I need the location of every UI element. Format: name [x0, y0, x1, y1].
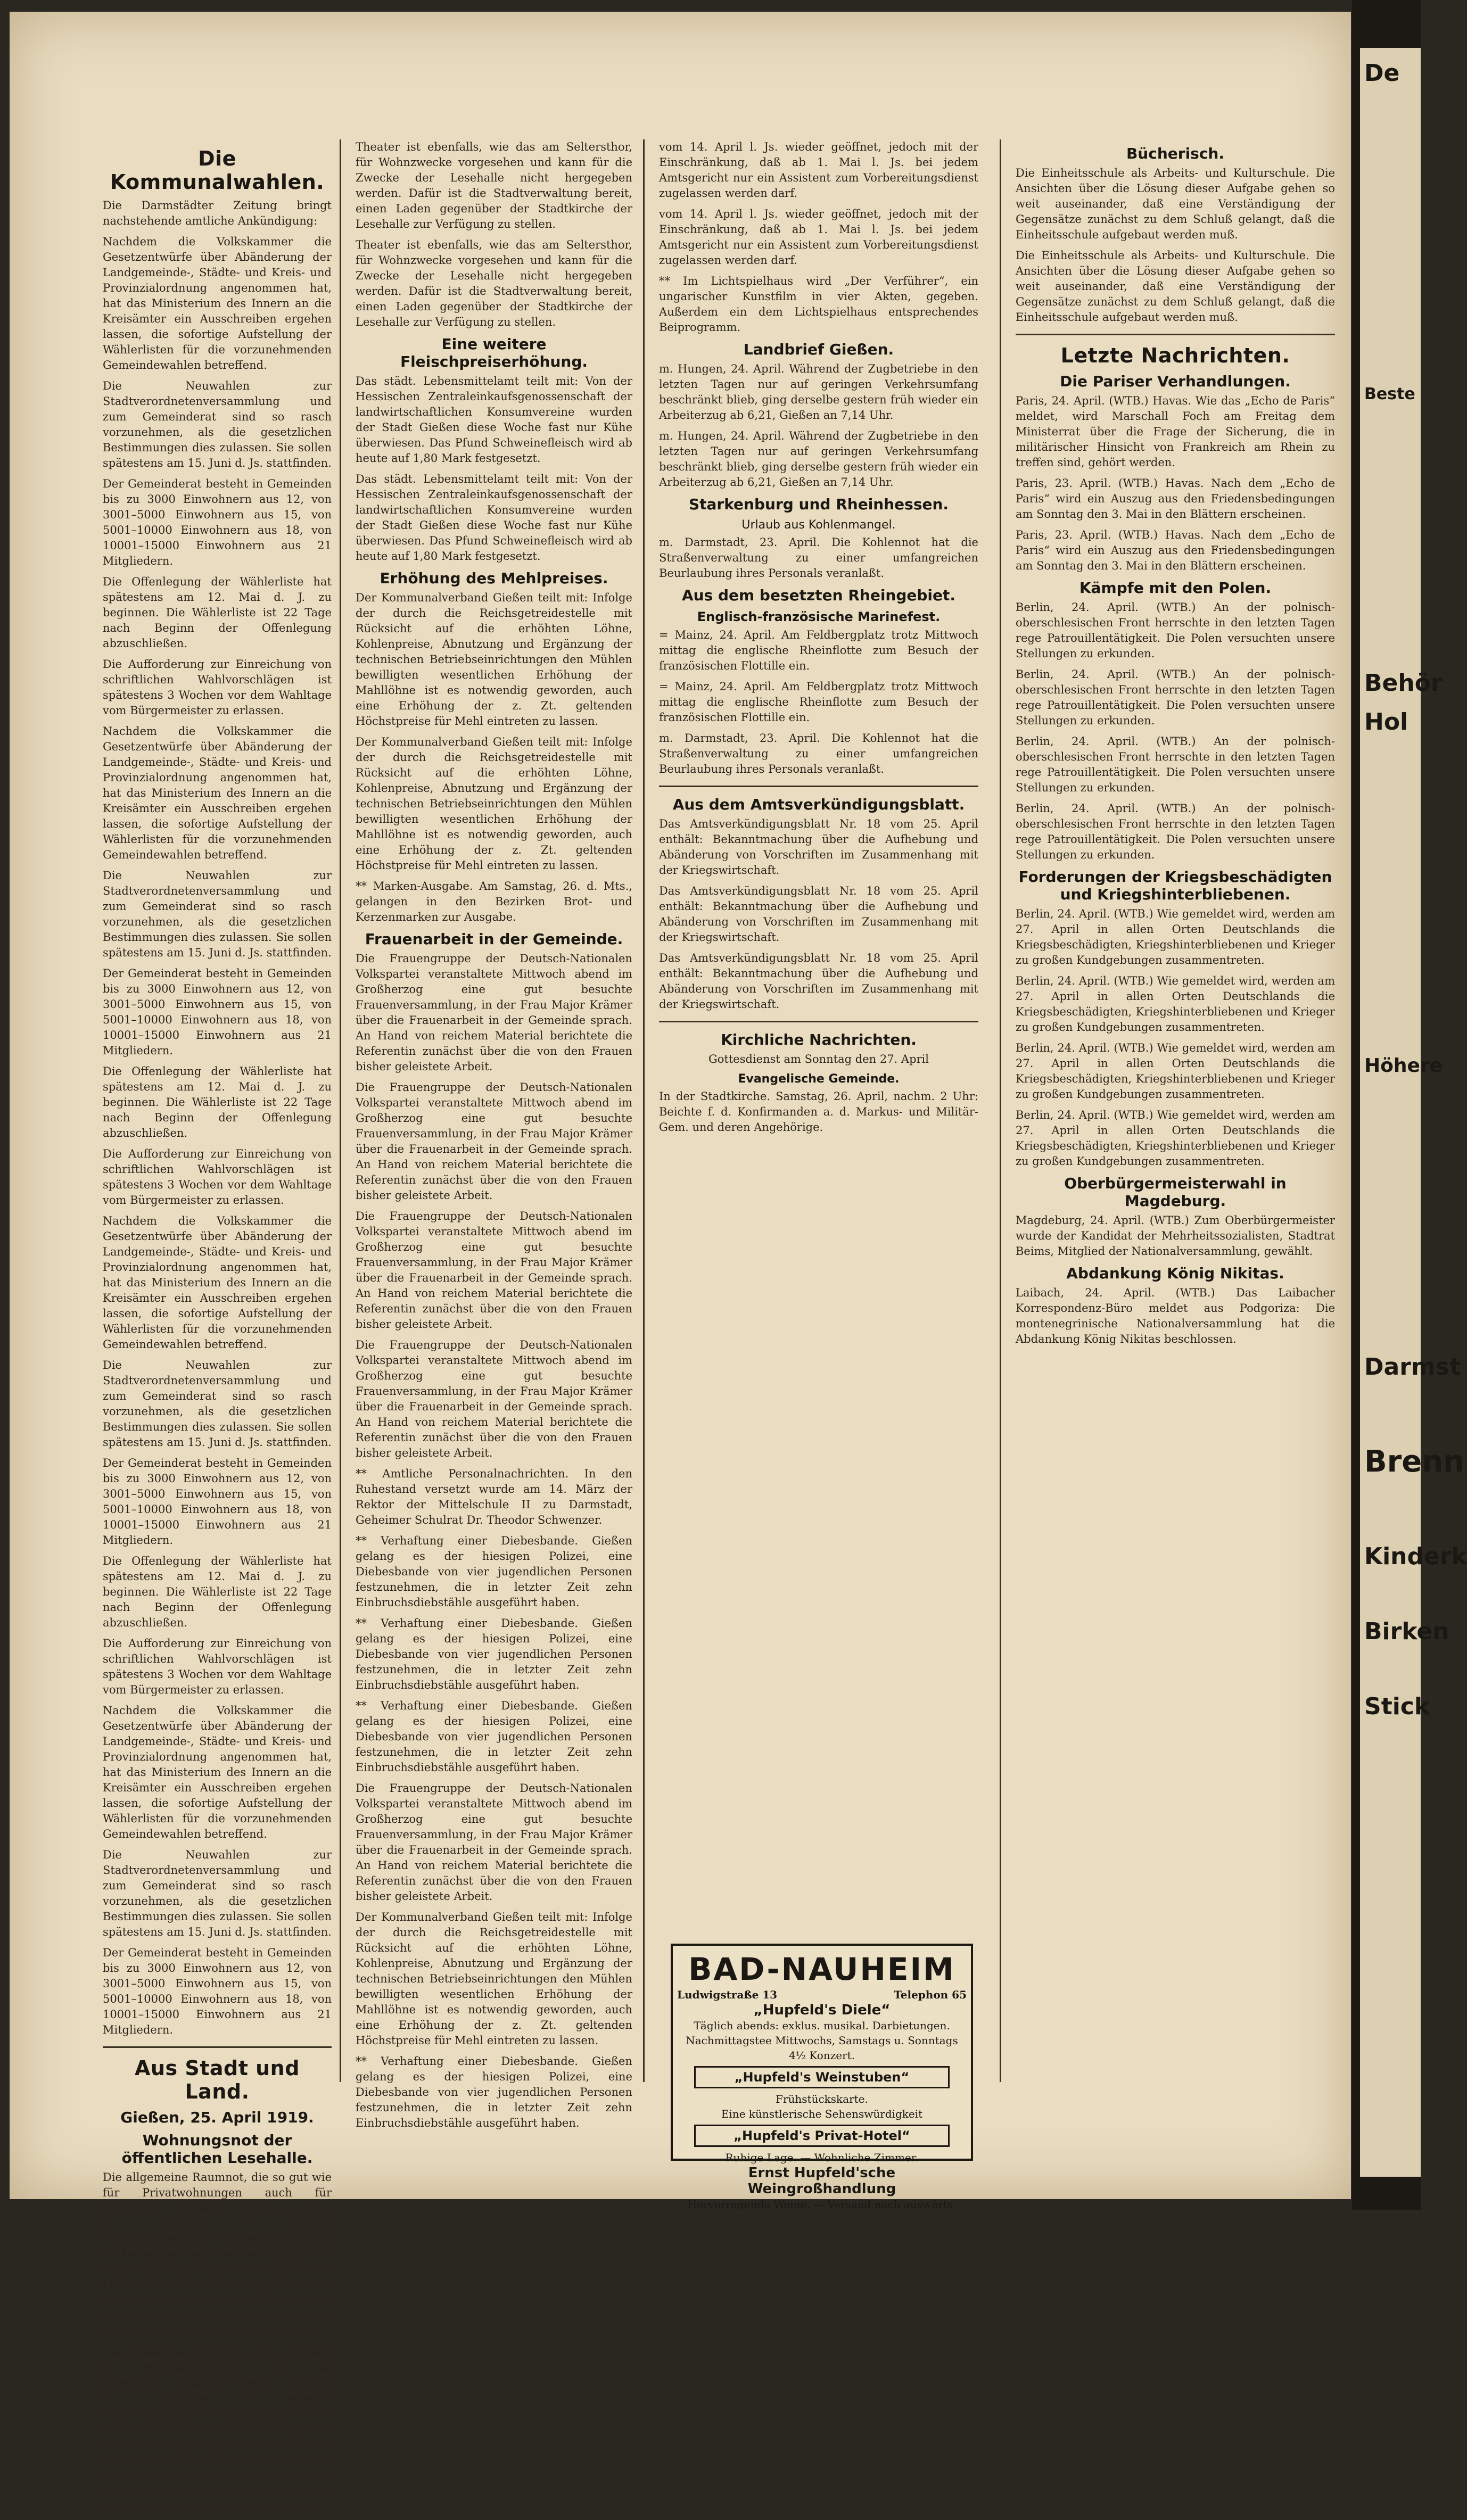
ad-text: Täglich abends: exklus. musikal. Darbietungen. — [694, 2019, 950, 2032]
headline-magdeburg: Oberbürgermeisterwahl in Magdeburg. — [1064, 1175, 1287, 1210]
article-paragraph: Die Offenlegung der Wählerliste hat spätestens am 12. Mai d. J. zu beginnen. Die Wählerliste ist 22 Tage nach Beginn der Offenlegung abzuschließen. — [103, 1065, 332, 1139]
headline-buecherisch: Bücherisch. — [1126, 145, 1225, 162]
article-paragraph: m. Darmstadt, 23. April. Die Kohlennot hat die Straßenverwaltung zu einer umfangreichen Beurlaubung ihres Personals veranlaßt. — [659, 536, 978, 580]
article-paragraph: Paris, 23. April. (WTB.) Havas. Nach dem „Echo de Paris“ wird ein Auszug aus den Friedensbedingungen am Sonntag den 3. Mai in den Blättern erscheinen. — [1016, 528, 1335, 572]
article-paragraph: Nachdem die Volkskammer die Gesetzentwürfe über Abänderung der Landgemeinde-, Städte- und Kreis- und Provinzialordnung angenommen hat, hat das Ministerium des Innern an die Kreisämter ein Ausschreiben ergehen lassen, die sofortige Aufstellung der Wählerlisten für die vorzunehmenden Gemeindewahlen betreffend. — [103, 1214, 332, 1351]
ad-text: Frühstückskarte. — [776, 2093, 868, 2105]
article-paragraph: Magdeburg, 24. April. (WTB.) Zum Oberbürgermeister wurde der Kandidat der Mehrheitssozialisten, Stadtrat Beims, Mitglied der Nationalversammlung, gewählt. — [1016, 1214, 1335, 1258]
article-paragraph: = Mainz, 24. April. Am Feldbergplatz trotz Mittwoch mittag die englische Rheinflotte zum Besuch der französischen Flottille ein. — [659, 629, 978, 672]
adjacent-text: Brenn — [1364, 1444, 1465, 1479]
headline-kommunalwahlen: Die Kommunalwahlen. — [110, 147, 325, 194]
subheadline-lesehalle: Wohnungsnot der öffentlichen Lesehalle. — [121, 2131, 313, 2167]
article-paragraph: Das Amtsverkündigungsblatt Nr. 18 vom 25. April enthält: Bekanntmachung über die Aufhebung und Abänderung von Vorschriften im Zusammenhang mit der Kriegswirtschaft. — [659, 817, 978, 877]
section-divider — [659, 1021, 978, 1022]
article-paragraph: Der Kommunalverband Gießen teilt mit: Infolge der durch die Reichsgetreidestelle mit Rücksicht auf die erhöhten Löhne, Kohlenpreise, Abnutzung und Ergänzung der technischen Betriebseinrichtungen den Mühlen bewilligten wesentlichen Erhöhung der Mahllöhne ist es notwendig geworden, auch eine Erhöhung der z. Zt. geltenden Höchstpreise für Mehl eintreten zu lassen. — [356, 591, 632, 728]
adjacent-page-edge — [1360, 48, 1467, 2177]
section-divider — [1016, 334, 1335, 335]
article-paragraph: m. Darmstadt, 23. April. Die Kohlennot hat die Straßenverwaltung zu einer umfangreichen Beurlaubung ihres Personals veranlaßt. — [659, 732, 978, 775]
church-date: Gottesdienst am Sonntag den 27. April — [708, 1053, 929, 1065]
column-3 — [659, 139, 978, 1141]
article-paragraph: = Mainz, 24. April. Am Feldbergplatz trotz Mittwoch mittag die englische Rheinflotte zum Besuch der französischen Flottille ein. — [659, 680, 978, 724]
column-rule — [1000, 139, 1001, 2082]
article-paragraph: ** Verhaftung einer Diebesbande. Gießen gelang es der hiesigen Polizei, eine Diebesbande von vier jugendlichen Personen festzunehmen, die in letzter Zeit zehn Einbruchsdiebstähle ausgeführt haben. — [356, 1534, 632, 1609]
article-paragraph: Die Einheitsschule als Arbeits- und Kulturschule. Die Ansichten über die Lösung dieser Aufgabe gehen so weit auseinander, daß eine Verständigung der Gegensätze zunächst zu dem Schluß gelangt, daß die Einheitsschule aufgebaut werden muß. — [1016, 167, 1335, 241]
article-paragraph: Berlin, 24. April. (WTB.) Wie gemeldet wird, werden am 27. April in allen Orten Deutschlands die Kriegsbeschädigten, Kriegshinterbliebenen und Krieger zu großen Kundgebungen zusammentreten. — [1016, 974, 1335, 1034]
article-paragraph: Paris, 24. April. (WTB.) Havas. Wie das „Echo de Paris“ meldet, wird Marschall Foch am Freitag dem Ministerrat über die Frage der Sicherung, die in militärischer Hinsicht von Frankreich am Rhein zu treffen sind, gehört werden. — [1016, 394, 1335, 469]
column-4 — [1016, 139, 1335, 1352]
article-paragraph: Berlin, 24. April. (WTB.) Wie gemeldet wird, werden am 27. April in allen Orten Deutschlands die Kriegsbeschädigten, Kriegshinterbliebenen und Krieger zu großen Kundgebungen zusammentreten. — [1016, 1109, 1335, 1168]
subheadline-marinefest: Englisch-französische Marinefest. — [697, 609, 941, 624]
article-paragraph: Die Offenlegung der Wählerliste hat spätestens am 12. Mai d. J. zu beginnen. Die Wählerliste ist 22 Tage nach Beginn der Offenlegung abzuschließen. — [103, 1555, 332, 1629]
article-paragraph: Die allgemeine Raumnot, die so gut wie für Privatwohnungen auch für öffentliche Anstalten besteht, zwingt die Lesehalle in erneute Schwierigkeiten. Die Unterkunft, die sie im Dezember nach der Vertreibung aus dem Vorbauchen am Selterstor in der Universitätsbibliothek gefunden hatte, ist in diesen Tagen wieder verloren, weil das Rentamt provisorisch in die Bibliotheksräume verlegt werden muß. — [103, 2346, 332, 2513]
article-paragraph: Die Frauengruppe der Deutsch-Nationalen Volkspartei veranstaltete Mittwoch abend im Großherzog eine gut besuchte Frauenversammlung, in der Frau Major Krämer über die Frauenarbeit in der Gemeinde sprach. An Hand von reichem Material berichtete die Referentin zunächst über die von den Frauen bisher geleistete Arbeit. — [356, 1339, 632, 1459]
headline-fleischpreis: Eine weitere Fleischpreiserhöhung. — [400, 335, 588, 370]
subheadline-urlaub: Urlaub aus Kohlenmangel. — [741, 518, 896, 532]
headline-mehlpreis: Erhöhung des Mehlpreises. — [380, 569, 608, 587]
article-paragraph: Das Amtsverkündigungsblatt Nr. 18 vom 25. April enthält: Bekanntmachung über die Aufhebung und Abänderung von Vorschriften im Zusammenhang mit der Kriegswirtschaft. — [659, 885, 978, 944]
article-paragraph: Der Kommunalverband Gießen teilt mit: Infolge der durch die Reichsgetreidestelle mit Rücksicht auf die erhöhten Löhne, Kohlenpreise, Abnutzung und Ergänzung der technischen Betriebseinrichtungen den Mühlen bewilligten wesentlichen Erhöhung der Mahllöhne ist es notwendig geworden, auch eine Erhöhung der z. Zt. geltenden Höchstpreise für Mehl eintreten zu lassen. — [356, 1911, 632, 2047]
column-rule — [643, 139, 645, 2082]
ad-phone: Telephon 65 — [894, 1988, 967, 2001]
headline-landbrief: Landbrief Gießen. — [743, 341, 894, 358]
article-intro: Die Darmstädter Zeitung bringt nachstehende amtliche Ankündigung: — [103, 199, 332, 227]
article-paragraph: Die Aufforderung zur Einreichung von schriftlichen Wahlvorschlägen ist spätestens 3 Wochen vor dem Wahltage vom Bürgermeister zu erlassen. — [103, 658, 332, 717]
article-paragraph: Paris, 23. April. (WTB.) Havas. Nach dem „Echo de Paris“ wird ein Auszug aus den Friedensbedingungen am Sonntag den 3. Mai in den Blättern erscheinen. — [1016, 477, 1335, 520]
section-divider — [103, 2046, 332, 2048]
headline-rheingebiet: Aus dem besetzten Rheingebiet. — [681, 586, 956, 604]
article-paragraph: Berlin, 24. April. (WTB.) Wie gemeldet wird, werden am 27. April in allen Orten Deutschlands die Kriegsbeschädigten, Kriegshinterbliebenen und Krieger zu großen Kundgebungen zusammentreten. — [1016, 1042, 1335, 1101]
article-paragraph: Theater ist ebenfalls, wie das am Seltersthor, für Wohnzwecke vorgesehen und kann für die Zwecke der Lesehalle nicht hergegeben werden. Dafür ist die Stadtverwaltung bereit, einen Laden gegenüber der Stadtkirche der Lesehalle zur Verfügung zu stellen. — [356, 238, 632, 328]
article-paragraph: Berlin, 24. April. (WTB.) An der polnisch-oberschlesischen Front herrschte in den letzten Tagen rege Patrouillentätigkeit. Die Polen versuchten unsere Stellungen zu erkunden. — [1016, 601, 1335, 660]
adjacent-text: Birken — [1364, 1618, 1449, 1645]
article-paragraph: Der Gemeinderat besteht in Gemeinden bis zu 3000 Einwohnern aus 12, von 3001–5000 Einwohnern aus 15, von 5001–10000 Einwohnern aus 18, von 10001–15000 Einwohnern aus 21 Mitgliedern. — [103, 967, 332, 1057]
article-paragraph: Die Aufforderung zur Einreichung von schriftlichen Wahlvorschlägen ist spätestens 3 Wochen vor dem Wahltage vom Bürgermeister zu erlassen. — [103, 1147, 332, 1207]
headline-stadt-und-land: Aus Stadt und Land. — [135, 2056, 300, 2103]
headline-nikita: Abdankung König Nikitas. — [1066, 1265, 1284, 1282]
headline-letzte-nachrichten: Letzte Nachrichten. — [1060, 344, 1290, 367]
article-paragraph: Die Offenlegung der Wählerliste hat spätestens am 12. Mai d. J. zu beginnen. Die Wählerliste ist 22 Tage nach Beginn der Offenlegung abzuschließen. — [103, 575, 332, 650]
article-paragraph: Die Neuwahlen zur Stadtverordnetenversammlung und zum Gemeinderat sind so rasch vorzunehmen, als die gesetzlichen Bestimmungen dies zulassen. Sie sollen spätestens am 15. Juni d. Js. stattfinden. — [103, 1848, 332, 1938]
article-paragraph: Die Neuwahlen zur Stadtverordnetenversammlung und zum Gemeinderat sind so rasch vorzunehmen, als die gesetzlichen Bestimmungen dies zulassen. Sie sollen spätestens am 15. Juni d. Js. stattfinden. — [103, 379, 332, 469]
column-1 — [103, 139, 332, 2520]
article-paragraph: Die Aufforderung zur Einreichung von schriftlichen Wahlvorschlägen ist spätestens 3 Wochen vor dem Wahltage vom Bürgermeister zu erlassen. — [103, 1637, 332, 1696]
article-paragraph: ** Verhaftung einer Diebesbande. Gießen gelang es der hiesigen Polizei, eine Diebesbande von vier jugendlichen Personen festzunehmen, die in letzter Zeit zehn Einbruchsdiebstähle ausgeführt haben. — [356, 2055, 632, 2129]
headline-starkenburg: Starkenburg und Rheinhessen. — [688, 495, 949, 513]
ad-name-weingrosshandlung: Ernst Hupfeld'sche Weingroßhandlung — [747, 2165, 896, 2197]
headline-polen: Kämpfe mit den Polen. — [1079, 579, 1272, 597]
advertisement-bad-nauheim — [671, 1944, 973, 2211]
article-paragraph: Berlin, 24. April. (WTB.) An der polnisch-oberschlesischen Front herrschte in den letzten Tagen rege Patrouillentätigkeit. Die Polen versuchten unsere Stellungen zu erkunden. — [1016, 802, 1335, 861]
adjacent-text: Darmst — [1364, 1353, 1461, 1381]
article-paragraph: Die Einheitsschule als Arbeits- und Kulturschule. Die Ansichten über die Lösung dieser Aufgabe gehen so weit auseinander, daß eine Verständigung der Gegensätze zunächst zu dem Schluß gelangt, daß die Einheitsschule aufgebaut werden muß. — [1016, 249, 1335, 324]
headline-kirchliche: Kirchliche Nachrichten. — [721, 1031, 917, 1048]
article-paragraph: Nachdem die Volkskammer die Gesetzentwürfe über Abänderung der Landgemeinde-, Städte- und Kreis- und Provinzialordnung angenommen hat, hat das Ministerium des Innern an die Kreisämter ein Ausschreiben ergehen lassen, die sofortige Aufstellung der Wählerlisten für die vorzunehmenden Gemeindewahlen betreffend. — [103, 1704, 332, 1840]
headline-frauenarbeit: Frauenarbeit in der Gemeinde. — [365, 930, 623, 948]
article-paragraph: Der Gemeinderat besteht in Gemeinden bis zu 3000 Einwohnern aus 12, von 3001–5000 Einwohnern aus 15, von 5001–10000 Einwohnern aus 18, von 10001–15000 Einwohnern aus 21 Mitgliedern. — [103, 1457, 332, 1547]
section-divider — [659, 786, 978, 787]
adjacent-text: Kinderk — [1364, 1543, 1467, 1570]
ad-text: Hervorragende Weine. — Versand nach auswärts. — [687, 2198, 957, 2211]
dateline: Gießen, 25. April 1919. — [120, 2109, 314, 2126]
ad-name-weinstuben: „Hupfeld's Weinstuben“ — [694, 2066, 950, 2088]
article-paragraph: Die Frauengruppe der Deutsch-Nationalen Volkspartei veranstaltete Mittwoch abend im Großherzog eine gut besuchte Frauenversammlung, in der Frau Major Krämer über die Frauenarbeit in der Gemeinde sprach. An Hand von reichem Material berichtete die Referentin zunächst über die von den Frauen bisher geleistete Arbeit. — [356, 1081, 632, 1202]
adjacent-text: De — [1364, 60, 1400, 87]
ad-title: BAD-NAUHEIM — [688, 1951, 955, 1987]
adjacent-text: Beste — [1364, 385, 1415, 403]
article-paragraph: Nachdem die Volkskammer die Gesetzentwürfe über Abänderung der Landgemeinde-, Städte- und Kreis- und Provinzialordnung angenommen hat, hat das Ministerium des Innern an die Kreisämter ein Ausschreiben ergehen lassen, die sofortige Aufstellung der Wählerlisten für die vorzunehmenden Gemeindewahlen betreffend. — [103, 725, 332, 861]
headline-amtsblatt: Aus dem Amtsverkündigungsblatt. — [672, 796, 965, 813]
article-paragraph: Berlin, 24. April. (WTB.) Wie gemeldet wird, werden am 27. April in allen Orten Deutschlands die Kriegsbeschädigten, Kriegshinterbliebenen und Krieger zu großen Kundgebungen zusammentreten. — [1016, 907, 1335, 966]
ad-name-diele: „Hupfeld's Diele“ — [753, 2002, 891, 2018]
article-paragraph: Das städt. Lebensmittelamt teilt mit: Von der Hessischen Zentraleinkaufsgenossenschaft der landwirtschaftlichen Konsumvereine wurden der Stadt Gießen diese Woche fast nur Kühe überwiesen. Das Pfund Schweinefleisch wird ab heute auf 1,80 Mark festgesetzt. — [356, 473, 632, 563]
ad-address: Ludwigstraße 13 — [677, 1988, 778, 2001]
newspaper-page — [10, 12, 1351, 2513]
article-paragraph: Der Gemeinderat besteht in Gemeinden bis zu 3000 Einwohnern aus 12, von 3001–5000 Einwohnern aus 15, von 5001–10000 Einwohnern aus 18, von 10001–15000 Einwohnern aus 21 Mitgliedern. — [103, 1946, 332, 2036]
article-paragraph: Laibach, 24. April. (WTB.) Das Laibacher Korrespondenz-Büro meldet aus Podgoriza: Die montenegrinische Nationalversammlung hat die Abdankung König Nikitas beschlossen. — [1016, 1286, 1335, 1345]
article-paragraph: ** Verhaftung einer Diebesbande. Gießen gelang es der hiesigen Polizei, eine Diebesbande von vier jugendlichen Personen festzunehmen, die in letzter Zeit zehn Einbruchsdiebstähle ausgeführt haben. — [356, 1699, 632, 1774]
article-paragraph: Die Frauengruppe der Deutsch-Nationalen Volkspartei veranstaltete Mittwoch abend im Großherzog eine gut besuchte Frauenversammlung, in der Frau Major Krämer über die Frauenarbeit in der Gemeinde sprach. An Hand von reichem Material berichtete die Referentin zunächst über die von den Frauen bisher geleistete Arbeit. — [356, 1782, 632, 1903]
article-paragraph: Die Frauengruppe der Deutsch-Nationalen Volkspartei veranstaltete Mittwoch abend im Großherzog eine gut besuchte Frauenversammlung, in der Frau Major Krämer über die Frauenarbeit in der Gemeinde sprach. An Hand von reichem Material berichtete die Referentin zunächst über die von den Frauen bisher geleistete Arbeit. — [356, 952, 632, 1073]
article-paragraph: ** Verhaftung einer Diebesbande. Gießen gelang es der hiesigen Polizei, eine Diebesbande von vier jugendlichen Personen festzunehmen, die in letzter Zeit zehn Einbruchsdiebstähle ausgeführt haben. — [356, 1617, 632, 1691]
ad-text: Nachmittagstee Mittwochs, Samstags u. Sonntags 4½ Konzert. — [686, 2034, 958, 2062]
article-paragraph: Berlin, 24. April. (WTB.) An der polnisch-oberschlesischen Front herrschte in den letzten Tagen rege Patrouillentätigkeit. Die Polen versuchten unsere Stellungen zu erkunden. — [1016, 735, 1335, 794]
ad-name-hotel: „Hupfeld's Privat-Hotel“ — [694, 2125, 950, 2147]
column-rule — [340, 139, 341, 2082]
adjacent-text: Stick — [1364, 1693, 1430, 1720]
article-paragraph: Nachdem die Volkskammer die Gesetzentwürfe über Abänderung der Landgemeinde-, Städte- und Kreis- und Provinzialordnung angenommen hat, hat das Ministerium des Innern an die Kreisämter ein Ausschreiben ergehen lassen, die sofortige Aufstellung der Wählerlisten für die vorzunehmenden Gemeindewahlen betreffend. — [103, 235, 332, 371]
article-paragraph: Die Neuwahlen zur Stadtverordnetenversammlung und zum Gemeinderat sind so rasch vorzunehmen, als die gesetzlichen Bestimmungen dies zulassen. Sie sollen spätestens am 15. Juni d. Js. stattfinden. — [103, 1359, 332, 1449]
column-2 — [356, 139, 632, 2136]
ad-contact-row — [677, 1987, 967, 2002]
adjacent-text: Behör — [1364, 670, 1443, 697]
article-paragraph: In der Stadtkirche. Samstag, 26. April, nachm. 2 Uhr: Beichte f. d. Konfirmanden a. d. Markus- und Militär-Gem. und deren Angehörige. — [659, 1090, 978, 1134]
headline-kriegsbeschaedigte: Forderungen der Kriegsbeschädigten und Kriegshinterbliebenen. — [1018, 868, 1332, 903]
article-paragraph: m. Hungen, 24. April. Während der Zugbetriebe in den letzten Tagen nur auf geringen Verkehrsumfang beschränkt blieb, ging derselbe gestern früh wieder ein Arbeiterzug ab 6,21, Gießen an 7,14 Uhr. — [659, 429, 978, 489]
ad-text: Ruhige Lage. — Wohnliche Zimmer. — [725, 2151, 919, 2164]
article-paragraph: Die Frauengruppe der Deutsch-Nationalen Volkspartei veranstaltete Mittwoch abend im Großherzog eine gut besuchte Frauenversammlung, in der Frau Major Krämer über die Frauenarbeit in der Gemeinde sprach. An Hand von reichem Material berichtete die Referentin zunächst über die von den Frauen bisher geleistete Arbeit. — [356, 1210, 632, 1331]
article-paragraph: Berlin, 24. April. (WTB.) An der polnisch-oberschlesischen Front herrschte in den letzten Tagen rege Patrouillentätigkeit. Die Polen versuchten unsere Stellungen zu erkunden. — [1016, 668, 1335, 727]
article-paragraph: m. Hungen, 24. April. Während der Zugbetriebe in den letzten Tagen nur auf geringen Verkehrsumfang beschränkt blieb, ging derselbe gestern früh wieder ein Arbeiterzug ab 6,21, Gießen an 7,14 Uhr. — [659, 362, 978, 422]
article-paragraph: vom 14. April l. Js. wieder geöffnet, jedoch mit der Einschränkung, daß ab 1. Mai l. Js. bei jedem Amtsgericht nur ein Assistent zum Vorbereitungsdienst zugelassen werden darf. — [659, 141, 978, 200]
article-paragraph: Der Gemeinderat besteht in Gemeinden bis zu 3000 Einwohnern aus 12, von 3001–5000 Einwohnern aus 15, von 5001–10000 Einwohnern aus 18, von 10001–15000 Einwohnern aus 21 Mitgliedern. — [103, 477, 332, 567]
subheadline-evangelisch: Evangelische Gemeinde. — [738, 1072, 900, 1086]
article-paragraph: ** Amtliche Personalnachrichten. In den Ruhestand versetzt wurde am 14. März der Rektor der Mittelschule II zu Darmstadt, Geheimer Schulrat Dr. Theodor Schwenzer. — [356, 1467, 632, 1526]
article-paragraph: Das Amtsverkündigungsblatt Nr. 18 vom 25. April enthält: Bekanntmachung über die Aufhebung und Abänderung von Vorschriften im Zusammenhang mit der Kriegswirtschaft. — [659, 952, 978, 1011]
article-paragraph: Theater ist ebenfalls, wie das am Seltersthor, für Wohnzwecke vorgesehen und kann für die Zwecke der Lesehalle nicht hergegeben werden. Dafür ist die Stadtverwaltung bereit, einen Laden gegenüber der Stadtkirche der Lesehalle zur Verfügung zu stellen. — [356, 141, 632, 230]
subheadline-pariser: Die Pariser Verhandlungen. — [1060, 373, 1291, 390]
article-paragraph: Die Neuwahlen zur Stadtverordnetenversammlung und zum Gemeinderat sind so rasch vorzunehmen, als die gesetzlichen Bestimmungen dies zulassen. Sie sollen spätestens am 15. Juni d. Js. stattfinden. — [103, 869, 332, 959]
article-paragraph: ** Im Lichtspielhaus wird „Der Verführer“, ein ungarischer Kunstfilm in vier Akten, gegeben. Außerdem ein dem Lichtspielhaus entsprechendes Beiprogramm. — [659, 275, 978, 334]
adjacent-text: Höhere — [1364, 1055, 1443, 1077]
adjacent-text: Hol — [1364, 708, 1408, 736]
article-paragraph: Das städt. Lebensmittelamt teilt mit: Von der Hessischen Zentraleinkaufsgenossenschaft der landwirtschaftlichen Konsumvereine wurden der Stadt Gießen diese Woche fast nur Kühe überwiesen. Das Pfund Schweinefleisch wird ab heute auf 1,80 Mark festgesetzt. — [356, 375, 632, 465]
article-paragraph: vom 14. April l. Js. wieder geöffnet, jedoch mit der Einschränkung, daß ab 1. Mai l. Js. bei jedem Amtsgericht nur ein Assistent zum Vorbereitungsdienst zugelassen werden darf. — [659, 208, 978, 267]
article-paragraph: Die allgemeine Raumnot, die so gut wie für Privatwohnungen auch für öffentliche Anstalten besteht, zwingt die Lesehalle in erneute Schwierigkeiten. Die Unterkunft, die sie im Dezember nach der Vertreibung aus dem Vorbauchen am Selterstor in der Universitätsbibliothek gefunden hatte, ist in diesen Tagen wieder verloren, weil das Rentamt provisorisch in die Bibliotheksräume verlegt werden muß. — [103, 2171, 332, 2338]
article-paragraph: Der Kommunalverband Gießen teilt mit: Infolge der durch die Reichsgetreidestelle mit Rücksicht auf die erhöhten Löhne, Kohlenpreise, Abnutzung und Ergänzung der technischen Betriebseinrichtungen den Mühlen bewilligten wesentlichen Erhöhung der Mahllöhne ist es notwendig geworden, auch eine Erhöhung der z. Zt. geltenden Höchstpreise für Mehl eintreten zu lassen. — [356, 736, 632, 872]
ad-text: Eine künstlerische Sehenswürdigkeit — [721, 2108, 923, 2120]
article-paragraph: ** Marken-Ausgabe. Am Samstag, 26. d. Mts., gelangen in den Bezirken Brot- und Kerzenmarken zur Ausgabe. — [356, 880, 632, 923]
